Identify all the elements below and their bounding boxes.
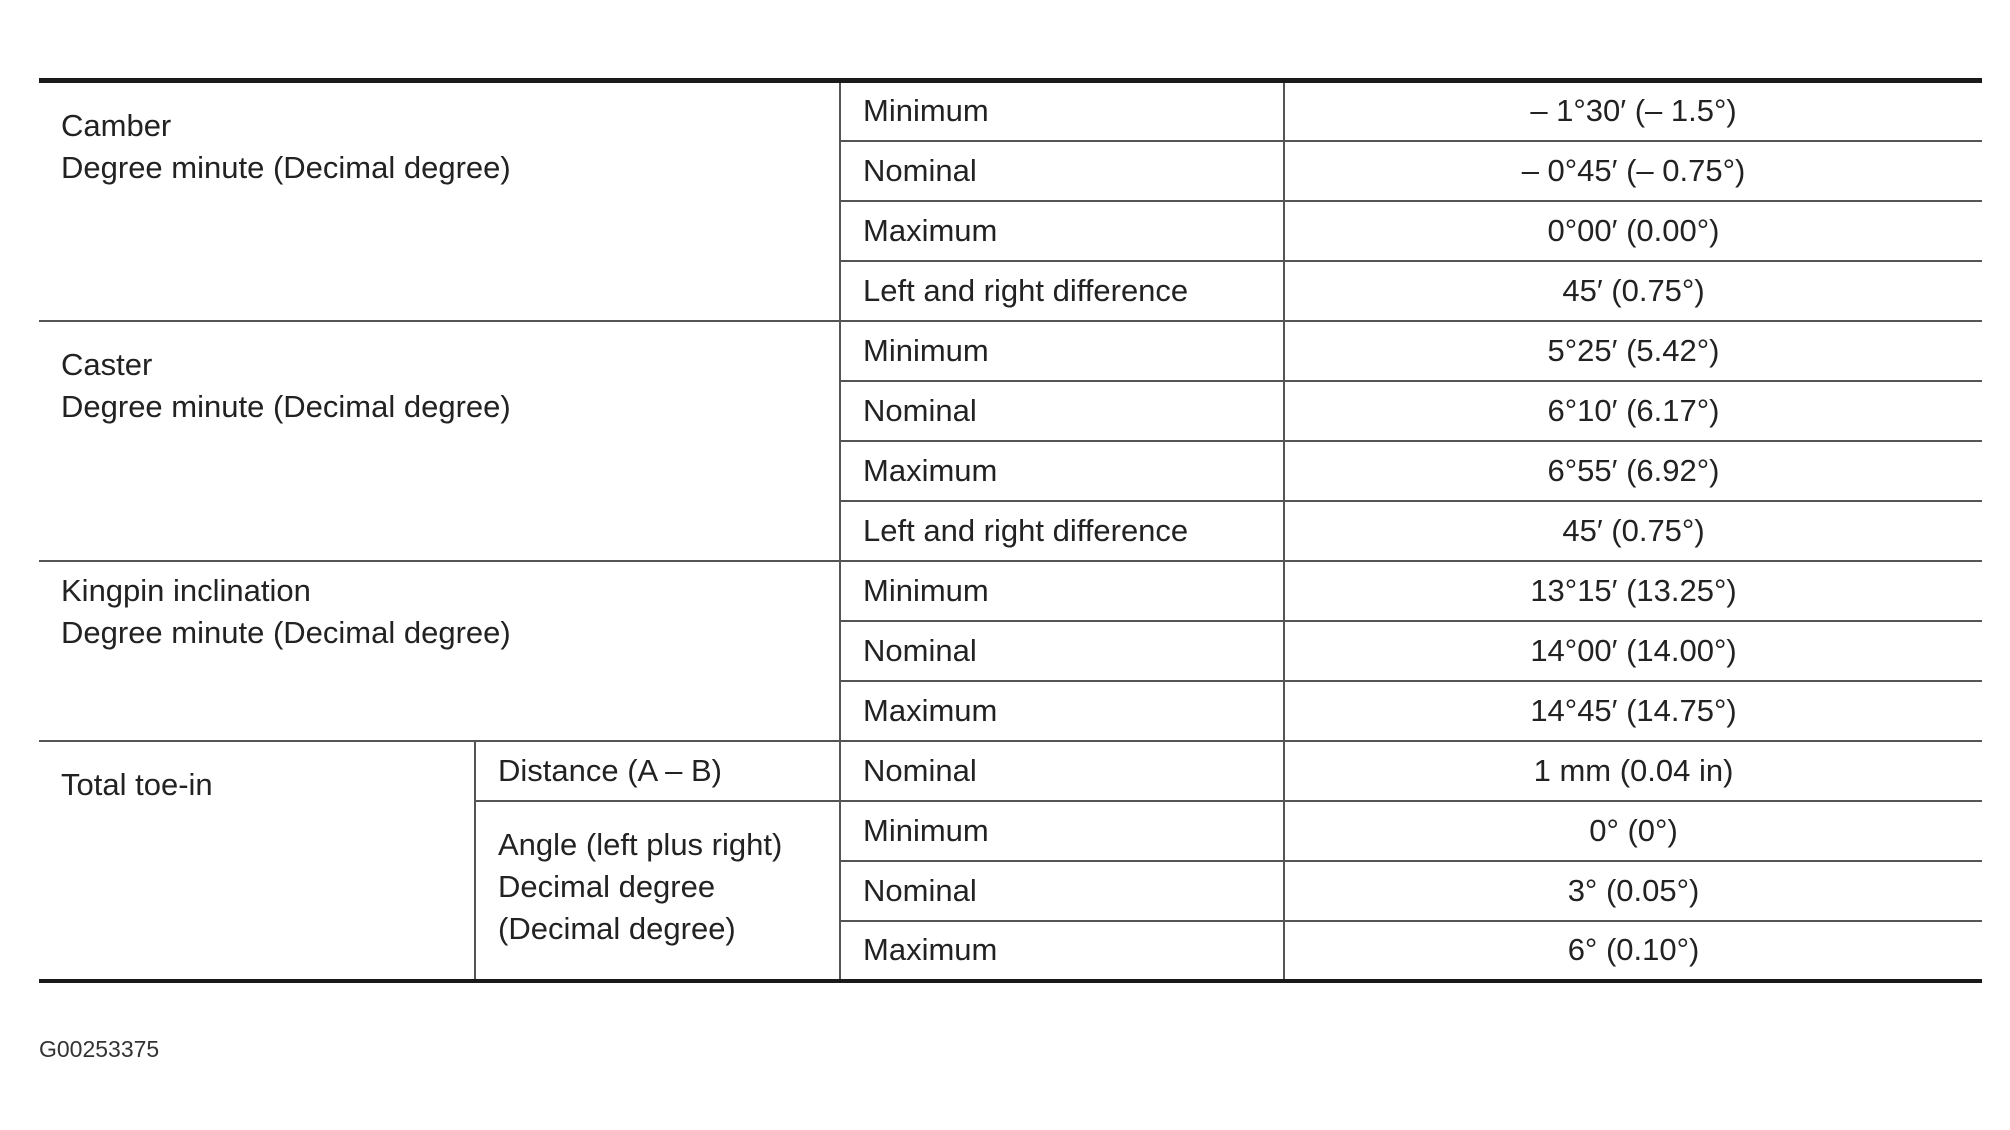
caster-label-cell bbox=[39, 321, 840, 561]
condition-cell: Nominal bbox=[840, 861, 1284, 921]
toe-in-title: Total toe-in bbox=[61, 766, 213, 802]
toe-in-label-cell bbox=[39, 741, 475, 981]
condition-cell: Nominal bbox=[840, 621, 1284, 681]
condition-cell: Minimum bbox=[840, 81, 1284, 141]
kingpin-title: Kingpin inclination bbox=[61, 572, 311, 608]
camber-title: Camber bbox=[61, 108, 172, 143]
condition-cell: Minimum bbox=[840, 801, 1284, 861]
value-cell: 0°00′ (0.00°) bbox=[1284, 201, 1982, 261]
value-cell: 14°00′ (14.00°) bbox=[1284, 621, 1982, 681]
value-cell: 14°45′ (14.75°) bbox=[1284, 681, 1982, 741]
value-cell: 45′ (0.75°) bbox=[1284, 261, 1982, 321]
distance-label-cell bbox=[475, 741, 840, 801]
value-cell: 6°10′ (6.17°) bbox=[1284, 381, 1982, 441]
value-cell: 5°25′ (5.42°) bbox=[1284, 321, 1982, 381]
condition-cell: Nominal bbox=[840, 141, 1284, 201]
value-cell: 6°55′ (6.92°) bbox=[1284, 441, 1982, 501]
table-row bbox=[39, 741, 1982, 801]
caster-unit: Degree minute (Decimal degree) bbox=[61, 388, 511, 424]
caster-title: Caster bbox=[61, 346, 153, 382]
value-cell: – 1°30′ (– 1.5°) bbox=[1284, 81, 1982, 141]
angle-label-cell bbox=[475, 801, 840, 981]
value-cell: 3° (0.05°) bbox=[1284, 861, 1982, 921]
condition-cell: Maximum bbox=[840, 921, 1284, 981]
condition-cell: Maximum bbox=[840, 681, 1284, 741]
value-cell: 45′ (0.75°) bbox=[1284, 501, 1982, 561]
angle-label-line: Decimal degree bbox=[498, 868, 716, 904]
table-row bbox=[39, 81, 1982, 141]
camber-unit: Degree minute (Decimal degree) bbox=[61, 150, 511, 185]
camber-label-cell bbox=[39, 81, 840, 321]
condition-cell: Minimum bbox=[840, 561, 1284, 621]
angle-label-line: (Decimal degree) bbox=[498, 910, 736, 946]
table-row bbox=[39, 561, 1982, 621]
table-row bbox=[39, 321, 1982, 381]
condition-cell: Maximum bbox=[840, 441, 1284, 501]
condition-cell: Nominal bbox=[840, 381, 1284, 441]
value-cell: 13°15′ (13.25°) bbox=[1284, 561, 1982, 621]
alignment-spec-table bbox=[39, 78, 1982, 983]
condition-cell: Left and right difference bbox=[840, 501, 1284, 561]
kingpin-label-cell bbox=[39, 561, 840, 741]
value-cell: – 0°45′ (– 0.75°) bbox=[1284, 141, 1982, 201]
value-cell: 0° (0°) bbox=[1284, 801, 1982, 861]
condition-cell: Nominal bbox=[840, 741, 1284, 801]
condition-cell: Left and right difference bbox=[840, 261, 1284, 321]
condition-cell: Minimum bbox=[840, 321, 1284, 381]
value-cell: 6° (0.10°) bbox=[1284, 921, 1982, 981]
condition-cell: Maximum bbox=[840, 201, 1284, 261]
value-cell: 1 mm (0.04 in) bbox=[1284, 741, 1982, 801]
angle-label-line: Angle (left plus right) bbox=[498, 826, 783, 862]
distance-label: Distance (A – B) bbox=[498, 752, 722, 788]
figure-id: G00253375 bbox=[39, 1036, 160, 1062]
kingpin-unit: Degree minute (Decimal degree) bbox=[61, 614, 511, 650]
